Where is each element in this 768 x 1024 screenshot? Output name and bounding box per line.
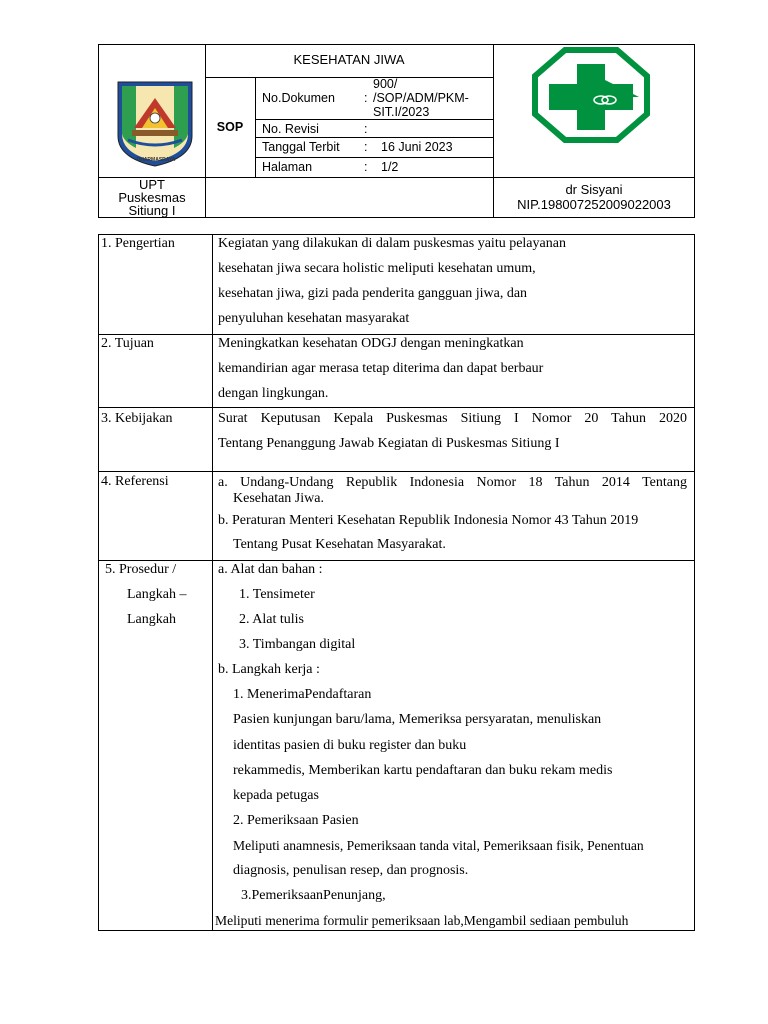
prosedur-label-3: Langkah bbox=[127, 612, 176, 627]
referensi-b-line-1: b. Peraturan Menteri Kesehatan Republik Indonesia Nomor 43 Tahun 2019 bbox=[218, 513, 639, 528]
logo-caption: DHARMASRAYA bbox=[136, 157, 176, 163]
org-line-2: Puskesmas bbox=[118, 190, 186, 205]
puskesmas-logo bbox=[531, 46, 651, 144]
pengertian-line-3: kesehatan jiwa, gizi pada penderita gangguan jiwa, dan bbox=[218, 286, 528, 301]
tanggal-terbit-sep: : bbox=[364, 140, 368, 154]
alat-bahan-title: a. Alat dan bahan : bbox=[218, 562, 323, 577]
halaman-sep: : bbox=[364, 160, 368, 174]
step-3-title: 3.PemeriksaanPenunjang, bbox=[241, 888, 386, 903]
halaman-label: Halaman bbox=[262, 160, 313, 174]
halaman-value: 1/2 bbox=[381, 160, 399, 174]
kebijakan-line-1: Surat Keputusan Kepala Puskesmas Sitiung I Nomor 20 Tahun 2020 bbox=[218, 411, 687, 426]
signer-name: dr Sisyani bbox=[565, 182, 623, 197]
no-dokumen-value-3: SIT.I/2023 bbox=[373, 105, 430, 119]
header-table bbox=[98, 44, 695, 218]
step-1-title: 1. MenerimaPendaftaran bbox=[233, 687, 372, 702]
dharmasraya-logo bbox=[114, 78, 196, 168]
prosedur-label-1: 5. Prosedur / bbox=[105, 562, 177, 577]
pengertian-line-2: kesehatan jiwa secara holistic meliputi kesehatan umum, bbox=[218, 261, 536, 276]
pengertian-line-4: penyuluhan kesehatan masyarakat bbox=[218, 311, 410, 326]
org-line-3: Sitiung I bbox=[128, 203, 176, 218]
tanggal-terbit-value: 16 Juni 2023 bbox=[381, 140, 453, 154]
document-title: KESEHATAN JIWA bbox=[293, 52, 405, 67]
sop-label: SOP bbox=[216, 120, 244, 134]
pengertian-label: 1. Pengertian bbox=[101, 236, 175, 251]
prosedur-label-2: Langkah – bbox=[127, 587, 187, 602]
referensi-a-line-2: Kesehatan Jiwa. bbox=[233, 491, 324, 506]
referensi-a-line-1: a. Undang-Undang Republik Indonesia Nomor 18 Tahun 2014 Tentang bbox=[218, 475, 687, 490]
tujuan-line-2: kemandirian agar merasa tetap diterima dan dapat berbaur bbox=[218, 361, 544, 376]
tujuan-label: 2. Tujuan bbox=[101, 336, 154, 351]
no-revisi-label: No. Revisi bbox=[262, 122, 319, 136]
tool-2: 2. Alat tulis bbox=[239, 612, 304, 627]
org-line-1: UPT bbox=[139, 177, 165, 192]
no-dokumen-value-1: 900/ bbox=[373, 77, 398, 91]
content-table bbox=[98, 234, 695, 931]
step-1-line-1: Pasien kunjungan baru/lama, Memeriksa persyaratan, menuliskan bbox=[233, 712, 602, 727]
tool-1: 1. Tensimeter bbox=[239, 587, 315, 602]
tujuan-line-1: Meningkatkan kesehatan ODGJ dengan meningkatkan bbox=[218, 336, 524, 351]
step-1-line-3: rekammedis, Memberikan kartu pendaftaran dan buku rekam medis bbox=[233, 763, 613, 778]
step-1-line-2: identitas pasien di buku register dan buku bbox=[233, 738, 467, 753]
no-revisi-sep: : bbox=[364, 122, 368, 136]
referensi-label: 4. Referensi bbox=[101, 474, 169, 489]
step-1-line-4: kepada petugas bbox=[233, 788, 319, 803]
step-3-line: Meliputi menerima formulir pemeriksaan lab,Mengambil sediaan pembuluh bbox=[215, 913, 629, 928]
kebijakan-label: 3. Kebijakan bbox=[101, 411, 173, 426]
step-2-title: 2. Pemeriksaan Pasien bbox=[233, 813, 359, 828]
tujuan-line-3: dengan lingkungan. bbox=[218, 386, 329, 401]
referensi-b-line-2: Tentang Pusat Kesehatan Masyarakat. bbox=[233, 537, 446, 552]
langkah-kerja-title: b. Langkah kerja : bbox=[218, 662, 320, 677]
no-dokumen-sep: : bbox=[364, 91, 368, 105]
step-2-line-2: diagnosis, penulisan resep, dan prognosis. bbox=[233, 863, 469, 878]
no-dokumen-value-2: /SOP/ADM/PKM- bbox=[373, 91, 469, 105]
signer-nip: NIP.198007252009022003 bbox=[517, 197, 671, 212]
pengertian-line-1: Kegiatan yang dilakukan di dalam puskesmas yaitu pelayanan bbox=[218, 236, 566, 251]
tool-3: 3. Timbangan digital bbox=[239, 637, 356, 652]
no-dokumen-label: No.Dokumen bbox=[262, 91, 335, 105]
step-2-line-1: Meliputi anamnesis, Pemeriksaan tanda vital, Pemeriksaan fisik, Penentuan bbox=[233, 838, 644, 853]
kebijakan-line-2: Tentang Penanggung Jawab Kegiatan di Puskesmas Sitiung I bbox=[218, 436, 560, 451]
tanggal-terbit-label: Tanggal Terbit bbox=[262, 140, 340, 154]
